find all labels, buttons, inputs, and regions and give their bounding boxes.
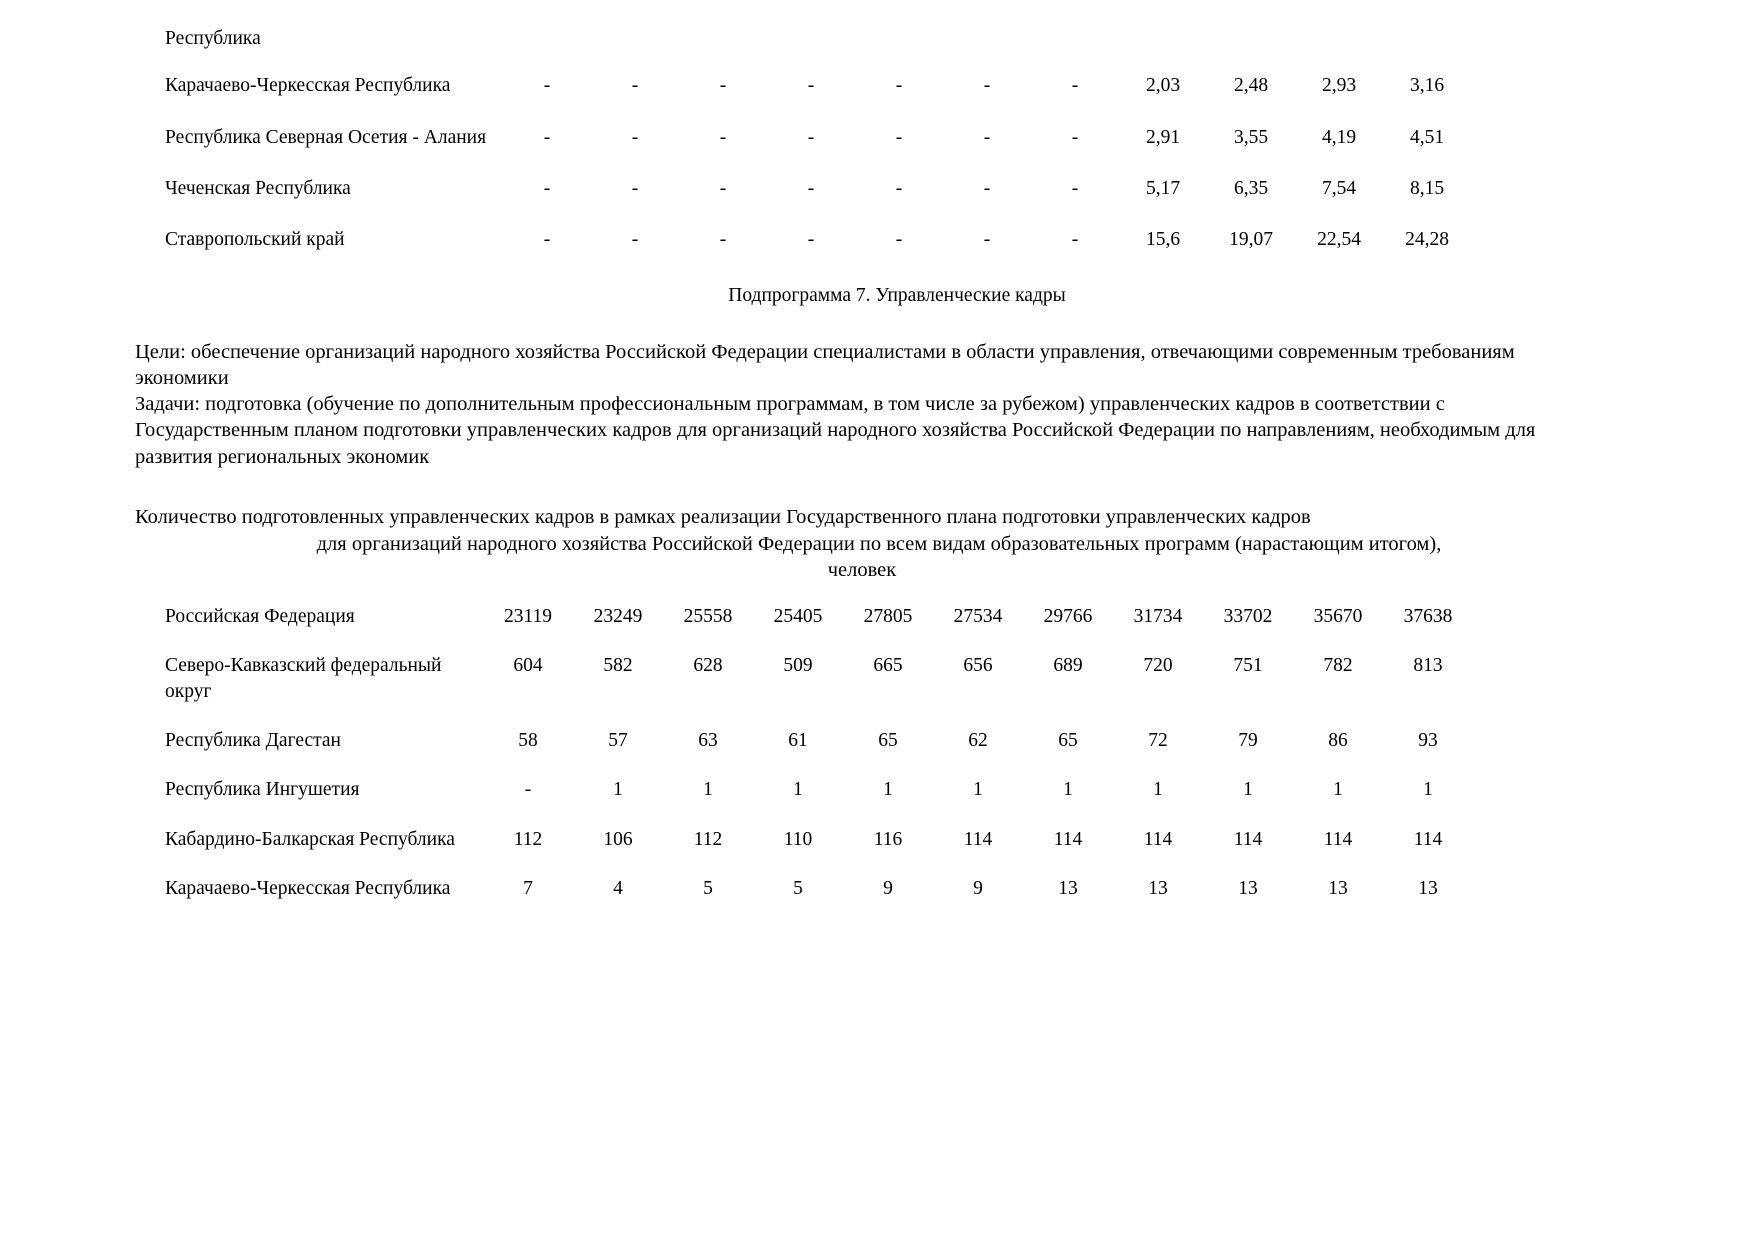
row-label: Республика [165, 28, 261, 49]
top-table-fragment [165, 26, 1471, 279]
indicator-title-units: человек [827, 559, 897, 582]
row-label: Чеченская Республика [165, 178, 351, 200]
cell-value: 63 [698, 729, 718, 751]
cell-value: - [1071, 126, 1079, 148]
cell-value: 13 [1328, 877, 1348, 899]
cell-value: 2,48 [1233, 75, 1269, 97]
cell-value: - [543, 126, 551, 148]
cell-value: 4 [613, 877, 623, 899]
cell-value: 4,19 [1321, 126, 1357, 148]
cell-value: 7,54 [1321, 178, 1357, 200]
cell-value: 57 [608, 729, 628, 751]
cell-value: - [807, 75, 815, 97]
cell-value: 9 [883, 877, 893, 899]
cell-value: 1 [883, 779, 893, 801]
cell-value: 2,93 [1321, 75, 1357, 97]
row-label: Кабардино-Балкарская Республика [165, 828, 455, 850]
subprogram-title: Подпрограмма 7. Управленческие кадры [728, 284, 1066, 306]
table-row [165, 227, 1471, 278]
row-label: Российская Федерация [165, 605, 355, 627]
cell-value: 7 [523, 877, 533, 899]
cell-value: 19,07 [1229, 229, 1273, 251]
cell-value: 1 [793, 779, 803, 801]
cell-value: 1 [613, 779, 623, 801]
cell-value: - [631, 178, 639, 200]
cell-value: - [631, 75, 639, 97]
cell-value: 509 [783, 655, 813, 677]
row-label: Карачаево-Черкесская Республика [165, 877, 451, 899]
indicator-title-line-1: Количество подготовленных управленческих кадров в рамках реализации Государственного плана подготовки управленческих кадров [135, 505, 1311, 528]
row-label: Северо-Кавказский федеральный округ [165, 655, 442, 702]
cell-value: 604 [513, 655, 543, 677]
cell-value: - [543, 75, 551, 97]
cell-value: 29766 [1043, 605, 1093, 627]
cell-value: 37638 [1403, 605, 1453, 627]
cell-value: 751 [1233, 655, 1263, 677]
cell-value: - [1071, 75, 1079, 97]
cell-value: 4,51 [1409, 126, 1445, 148]
cell-value: - [895, 178, 903, 200]
table-row [165, 176, 1471, 227]
cell-value: 114 [1323, 828, 1353, 850]
cell-value: 13 [1148, 877, 1168, 899]
cell-value: 656 [963, 655, 993, 677]
cell-value: - [719, 126, 727, 148]
table-row [165, 777, 1473, 826]
cell-value: - [719, 229, 727, 251]
cell-value: 782 [1323, 655, 1353, 677]
cell-value: - [631, 126, 639, 148]
cell-value: 628 [693, 655, 723, 677]
cell-value: 1 [1063, 779, 1073, 801]
cell-value: 31734 [1133, 605, 1183, 627]
cell-value: 2,03 [1145, 75, 1181, 97]
cell-value: - [1071, 229, 1079, 251]
cell-value: 13 [1418, 877, 1438, 899]
cell-value: - [1071, 178, 1079, 200]
cell-value: 112 [513, 828, 543, 850]
top-margin-spacer [0, 0, 1754, 26]
table-row [165, 653, 1473, 728]
cell-value: 58 [518, 729, 538, 751]
cell-value: 5,17 [1145, 178, 1181, 200]
cell-value: 114 [1233, 828, 1263, 850]
top-table-body [165, 26, 1471, 279]
cell-value: - [983, 178, 991, 200]
cell-value: - [983, 75, 991, 97]
cell-value: 582 [603, 655, 633, 677]
cell-value: 665 [873, 655, 903, 677]
cell-value: 689 [1053, 655, 1083, 677]
cell-value: 720 [1143, 655, 1173, 677]
cell-value: 6,35 [1233, 178, 1269, 200]
cell-value: 114 [1143, 828, 1173, 850]
cell-value: - [524, 779, 532, 801]
cell-value: - [983, 229, 991, 251]
cell-value: 25558 [683, 605, 733, 627]
cell-value: 106 [603, 828, 633, 850]
cell-value: - [543, 178, 551, 200]
indicator-table-body [165, 604, 1473, 925]
cell-value: 8,15 [1409, 178, 1445, 200]
cell-value: 13 [1238, 877, 1258, 899]
row-label: Республика Дагестан [165, 729, 341, 751]
cell-value: 65 [1058, 729, 1078, 751]
indicator-table-spacer [0, 584, 1754, 604]
cell-value: 3,55 [1233, 126, 1269, 148]
cell-value: - [807, 126, 815, 148]
cell-value: 93 [1418, 729, 1438, 751]
row-label: Республика Ингушетия [165, 779, 360, 801]
cell-value: - [631, 229, 639, 251]
cell-value: 2,91 [1145, 126, 1181, 148]
cell-value: 23119 [503, 605, 553, 627]
cell-value: - [983, 126, 991, 148]
cell-value: 1 [1333, 779, 1343, 801]
indicator-data-table [165, 604, 1473, 925]
cell-value: 114 [963, 828, 993, 850]
cell-value: 1 [1423, 779, 1433, 801]
cell-value: 25405 [773, 605, 823, 627]
indicator-title-line-2: для организаций народного хозяйства Российской Федерации по всем видам образовательных программ (нарастающим итогом), [316, 532, 1442, 555]
cell-value: 24,28 [1405, 229, 1449, 251]
cell-value: 114 [1053, 828, 1083, 850]
cell-value: 72 [1148, 729, 1168, 751]
table-row [165, 604, 1473, 653]
cell-value: 1 [973, 779, 983, 801]
cell-value: 35670 [1313, 605, 1363, 627]
cell-value: 112 [693, 828, 723, 850]
cell-value: 5 [793, 877, 803, 899]
cell-value: - [719, 178, 727, 200]
cell-value: - [895, 126, 903, 148]
cell-value: 15,6 [1145, 229, 1181, 251]
cell-value: 114 [1413, 828, 1443, 850]
cell-value: 110 [783, 828, 813, 850]
table-row [165, 876, 1473, 925]
cell-value: - [719, 75, 727, 97]
table-row [165, 125, 1471, 176]
cell-value: - [807, 229, 815, 251]
cell-value: 5 [703, 877, 713, 899]
cell-value: - [895, 229, 903, 251]
cell-value: 33702 [1223, 605, 1273, 627]
cell-value: - [543, 229, 551, 251]
cell-value: 27805 [863, 605, 913, 627]
cell-value: 1 [703, 779, 713, 801]
cell-value: 62 [968, 729, 988, 751]
subprogram-goals-paragraph: Цели: обеспечение организаций народного хозяйства Российской Федерации специалистами в области управления, отвечающими современным требованиям экономики [135, 340, 1515, 389]
cell-value: 86 [1328, 729, 1348, 751]
row-label: Ставропольский край [165, 229, 345, 251]
cell-value: 3,16 [1409, 75, 1445, 97]
cell-value: 65 [878, 729, 898, 751]
cell-value: 9 [973, 877, 983, 899]
cell-value: 79 [1238, 729, 1258, 751]
cell-value: 13 [1058, 877, 1078, 899]
cell-value: 22,54 [1317, 229, 1361, 251]
cell-value: 813 [1413, 655, 1443, 677]
cell-value: 1 [1153, 779, 1163, 801]
table-row [165, 728, 1473, 777]
indicator-title [0, 504, 1754, 584]
cell-value: 23249 [593, 605, 643, 627]
table-row [165, 827, 1473, 876]
cell-value: 1 [1243, 779, 1253, 801]
table-row-orphan-label [165, 26, 1471, 73]
cell-value: - [895, 75, 903, 97]
cell-value: 116 [873, 828, 903, 850]
row-label: Республика Северная Осетия - Алания [165, 126, 487, 148]
cell-value: 27534 [953, 605, 1003, 627]
table-row [165, 73, 1471, 124]
cell-value: 61 [788, 729, 808, 751]
subprogram-tasks-paragraph: Задачи: подготовка (обучение по дополнительным профессиональным программам, в том числе за рубежом) управленческих кадров в соответствии с Государственным планом подготовки управленческих кадров для организаций народного хозяйства Российской Федерации по направлениям, необходимым для развития региональных экономик [135, 393, 1536, 468]
cell-value: - [807, 178, 815, 200]
row-label: Карачаево-Черкесская Республика [165, 75, 451, 97]
